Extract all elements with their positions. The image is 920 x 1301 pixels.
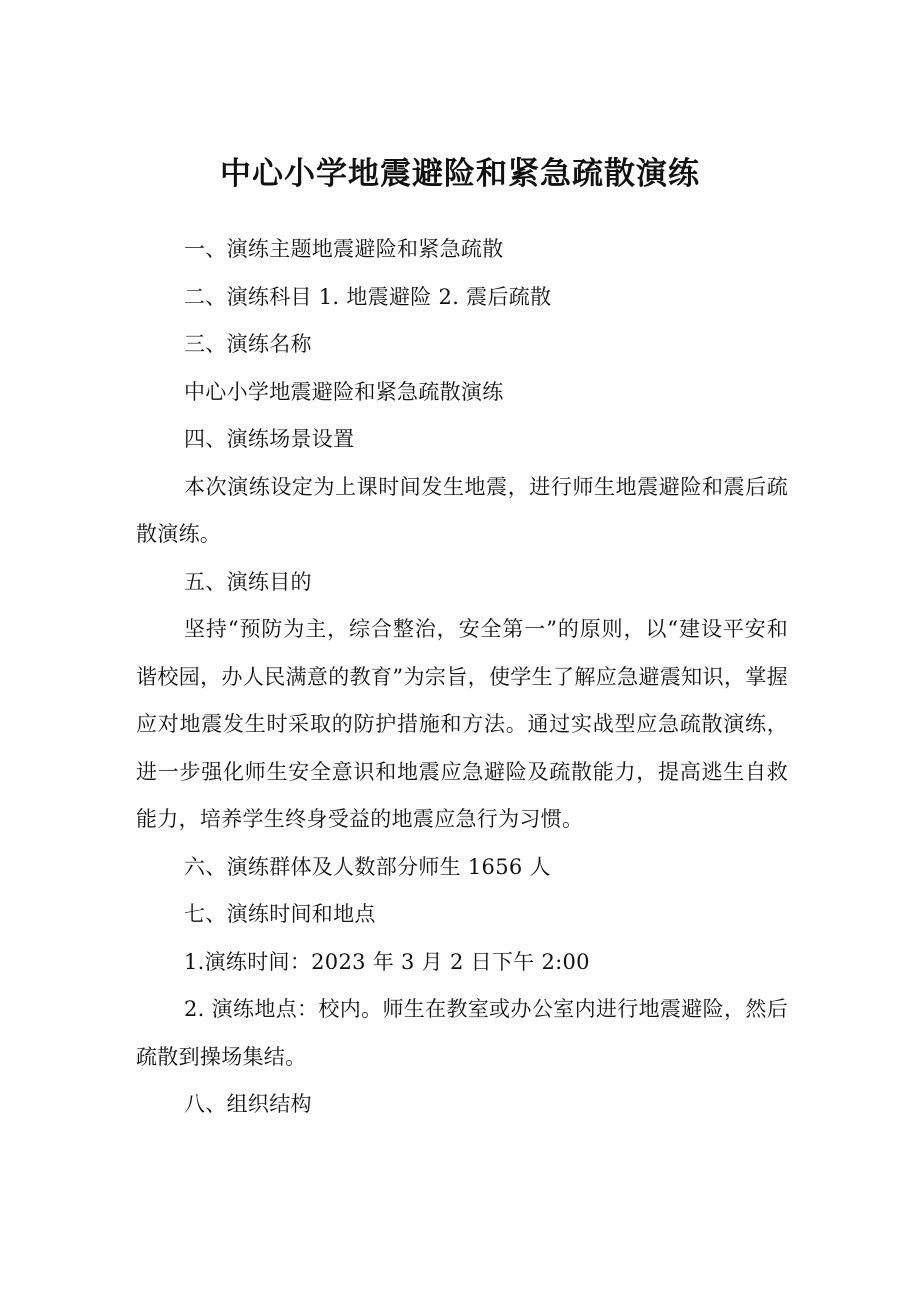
section-heading-theme: 一、演练主题地震避险和紧急疏散 (184, 237, 504, 261)
section-heading-organization: 八、组织结构 (184, 1092, 312, 1116)
paragraph-drill-time: 1.演练时间：2023 年 3 月 2 日下午 2:00 (184, 949, 590, 974)
section-heading-purpose: 五、演练目的 (184, 569, 312, 594)
section-heading-scenario: 四、演练场景设置 (184, 427, 355, 451)
paragraph-drill-location: 2. 演练地点：校内。师生在教室或办公室内进行地震避险，然后疏散到操场集结。 (136, 997, 788, 1069)
paragraph-purpose: 坚持“预防为主，综合整治，安全第一”的原则，以“建设平安和谐校园，办人民满意的教育”为宗旨，使学生了解应急避震知识，掌握应对地震发生时采取的防护措施和方法。通过实战型应急疏散演练，进一步强化师生安全意识和地震应急避险及疏散能力，提高逃生自救能力，培养学生终身受益的地震应急行为习惯。 (136, 617, 788, 831)
section-heading-subjects: 二、演练科目 1. 地震避险 2. 震后疏散 (184, 284, 552, 309)
section-heading-participants: 六、演练群体及人数部分师生 1656 人 (184, 854, 551, 879)
paragraph-scenario: 本次演练设定为上课时间发生地震，进行师生地震避险和震后疏散演练。 (136, 474, 788, 546)
document-body (136, 226, 788, 1129)
paragraph-drill-name: 中心小学地震避险和紧急疏散演练 (184, 379, 504, 404)
section-heading-time-place: 七、演练时间和地点 (184, 902, 376, 926)
section-heading-name: 三、演练名称 (184, 332, 312, 356)
document-title: 中心小学地震避险和紧急疏散演练 (220, 156, 700, 192)
